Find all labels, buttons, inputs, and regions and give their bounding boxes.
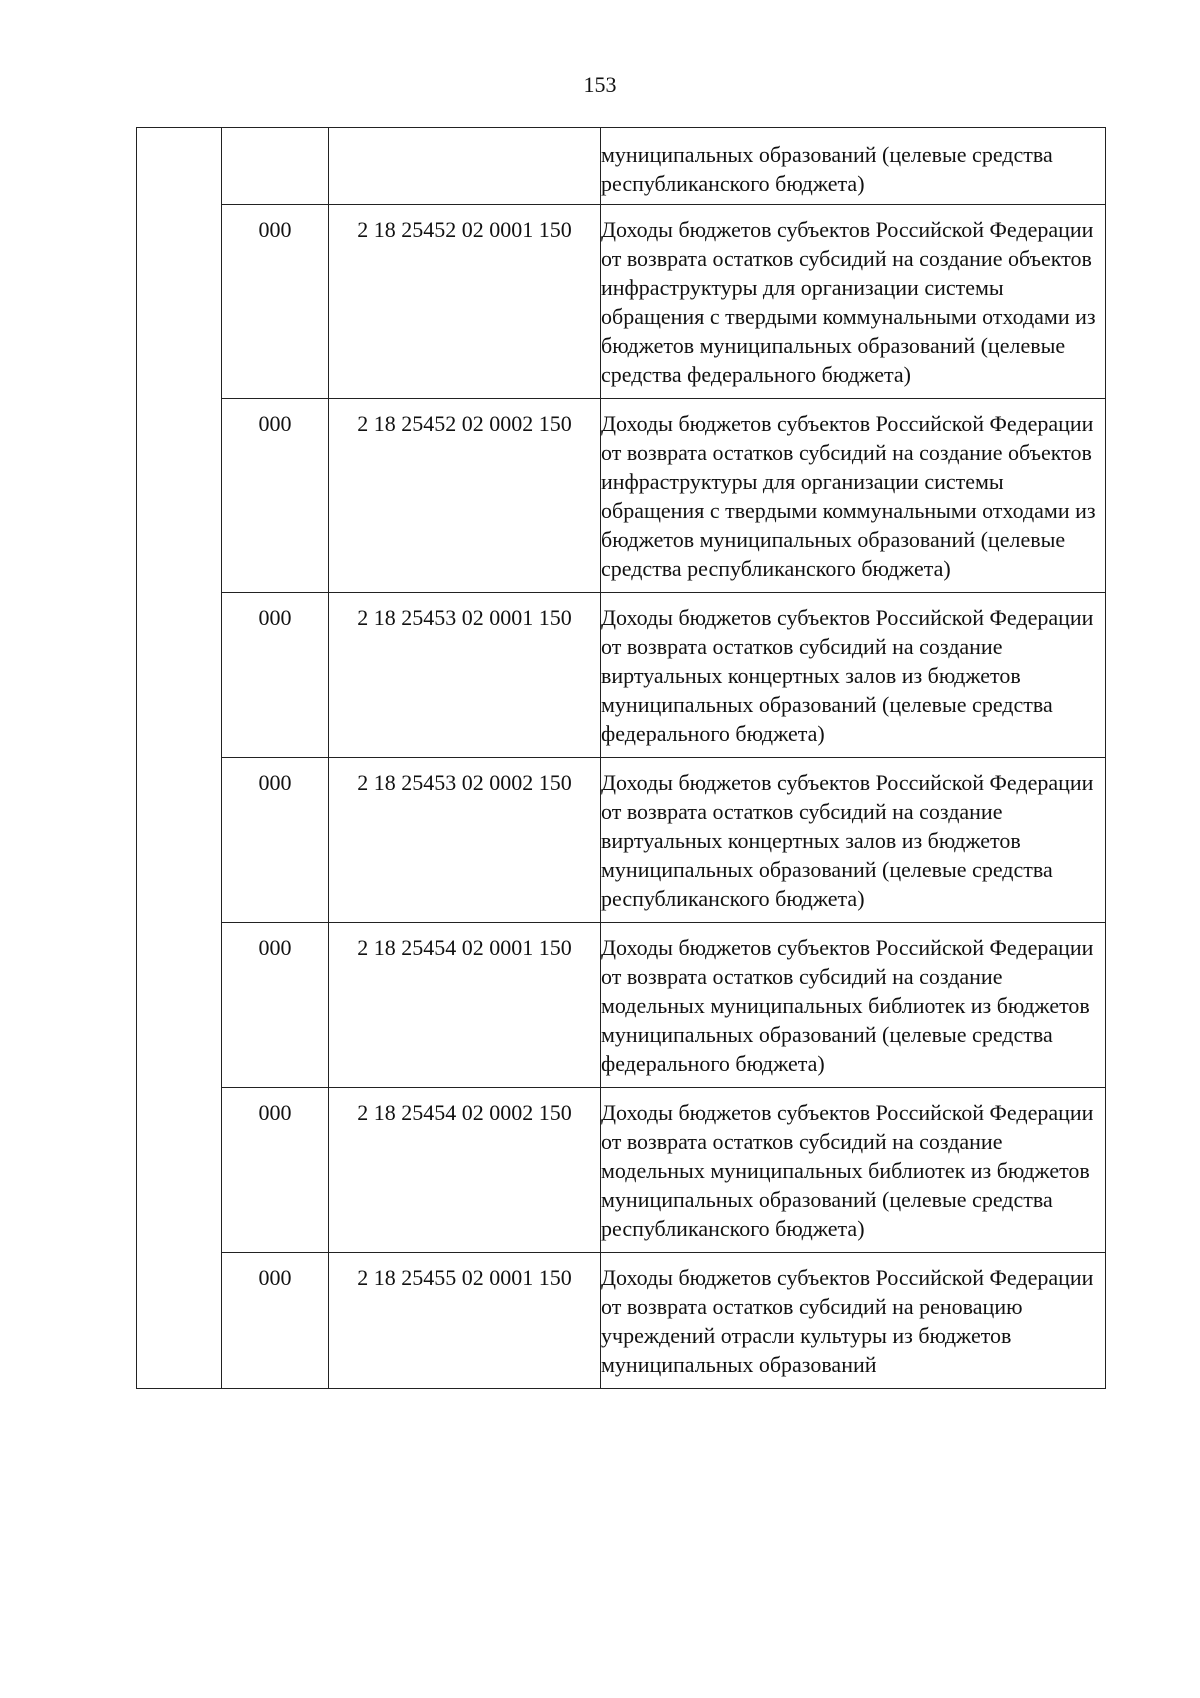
description-cell: Доходы бюджетов субъектов Российской Федерации от возврата остатков субсидий на создание виртуальных концертных залов из бюджетов муниципальных образований (целевые средства республиканского бюджета) (601, 758, 1106, 923)
table-row (137, 1088, 1106, 1253)
table-row (137, 593, 1106, 758)
description-cell: Доходы бюджетов субъектов Российской Федерации от возврата остатков субсидий на создание модельных муниципальных библиотек из бюджетов муниципальных образований (целевые средства федерального бюджета) (601, 923, 1106, 1088)
budget-code-cell: 2 18 25455 02 0001 150 (329, 1253, 601, 1389)
empty-first-column (137, 128, 222, 1389)
description-cell: Доходы бюджетов субъектов Российской Федерации от возврата остатков субсидий на создание объектов инфраструктуры для организации системы обращения с твердыми коммунальными отходами из бюджетов муниципальных образований (целевые средства республиканского бюджета) (601, 399, 1106, 593)
admin-code-cell: 000 (222, 758, 329, 923)
admin-code-cell: 000 (222, 399, 329, 593)
admin-code-cell: 000 (222, 923, 329, 1088)
table-row (137, 205, 1106, 399)
description-cell: Доходы бюджетов субъектов Российской Федерации от возврата остатков субсидий на реновацию учреждений отрасли культуры из бюджетов муниципальных образований (601, 1253, 1106, 1389)
table-row (137, 399, 1106, 593)
budget-code-cell: 2 18 25453 02 0001 150 (329, 593, 601, 758)
description-cell: муниципальных образований (целевые средства республиканского бюджета) (601, 128, 1106, 205)
budget-code-cell: 2 18 25454 02 0002 150 (329, 1088, 601, 1253)
description-cell: Доходы бюджетов субъектов Российской Федерации от возврата остатков субсидий на создание виртуальных концертных залов из бюджетов муниципальных образований (целевые средства федерального бюджета) (601, 593, 1106, 758)
table-row (137, 128, 1106, 205)
description-cell: Доходы бюджетов субъектов Российской Федерации от возврата остатков субсидий на создание модельных муниципальных библиотек из бюджетов муниципальных образований (целевые средства республиканского бюджета) (601, 1088, 1106, 1253)
budget-codes-table (136, 127, 1106, 1389)
admin-code-cell: 000 (222, 1088, 329, 1253)
table-row (137, 1253, 1106, 1389)
admin-code-cell: 000 (222, 205, 329, 399)
admin-code-cell: 000 (222, 1253, 329, 1389)
budget-code-cell: 2 18 25454 02 0001 150 (329, 923, 601, 1088)
page-number: 153 (583, 72, 617, 97)
table-row (137, 758, 1106, 923)
description-cell: Доходы бюджетов субъектов Российской Федерации от возврата остатков субсидий на создание объектов инфраструктуры для организации системы обращения с твердыми коммунальными отходами из бюджетов муниципальных образований (целевые средства федерального бюджета) (601, 205, 1106, 399)
budget-code-cell: 2 18 25452 02 0002 150 (329, 399, 601, 593)
budget-code-cell: 2 18 25452 02 0001 150 (329, 205, 601, 399)
admin-code-cell (222, 128, 329, 205)
table-row (137, 923, 1106, 1088)
budget-code-cell (329, 128, 601, 205)
admin-code-cell: 000 (222, 593, 329, 758)
budget-code-cell: 2 18 25453 02 0002 150 (329, 758, 601, 923)
